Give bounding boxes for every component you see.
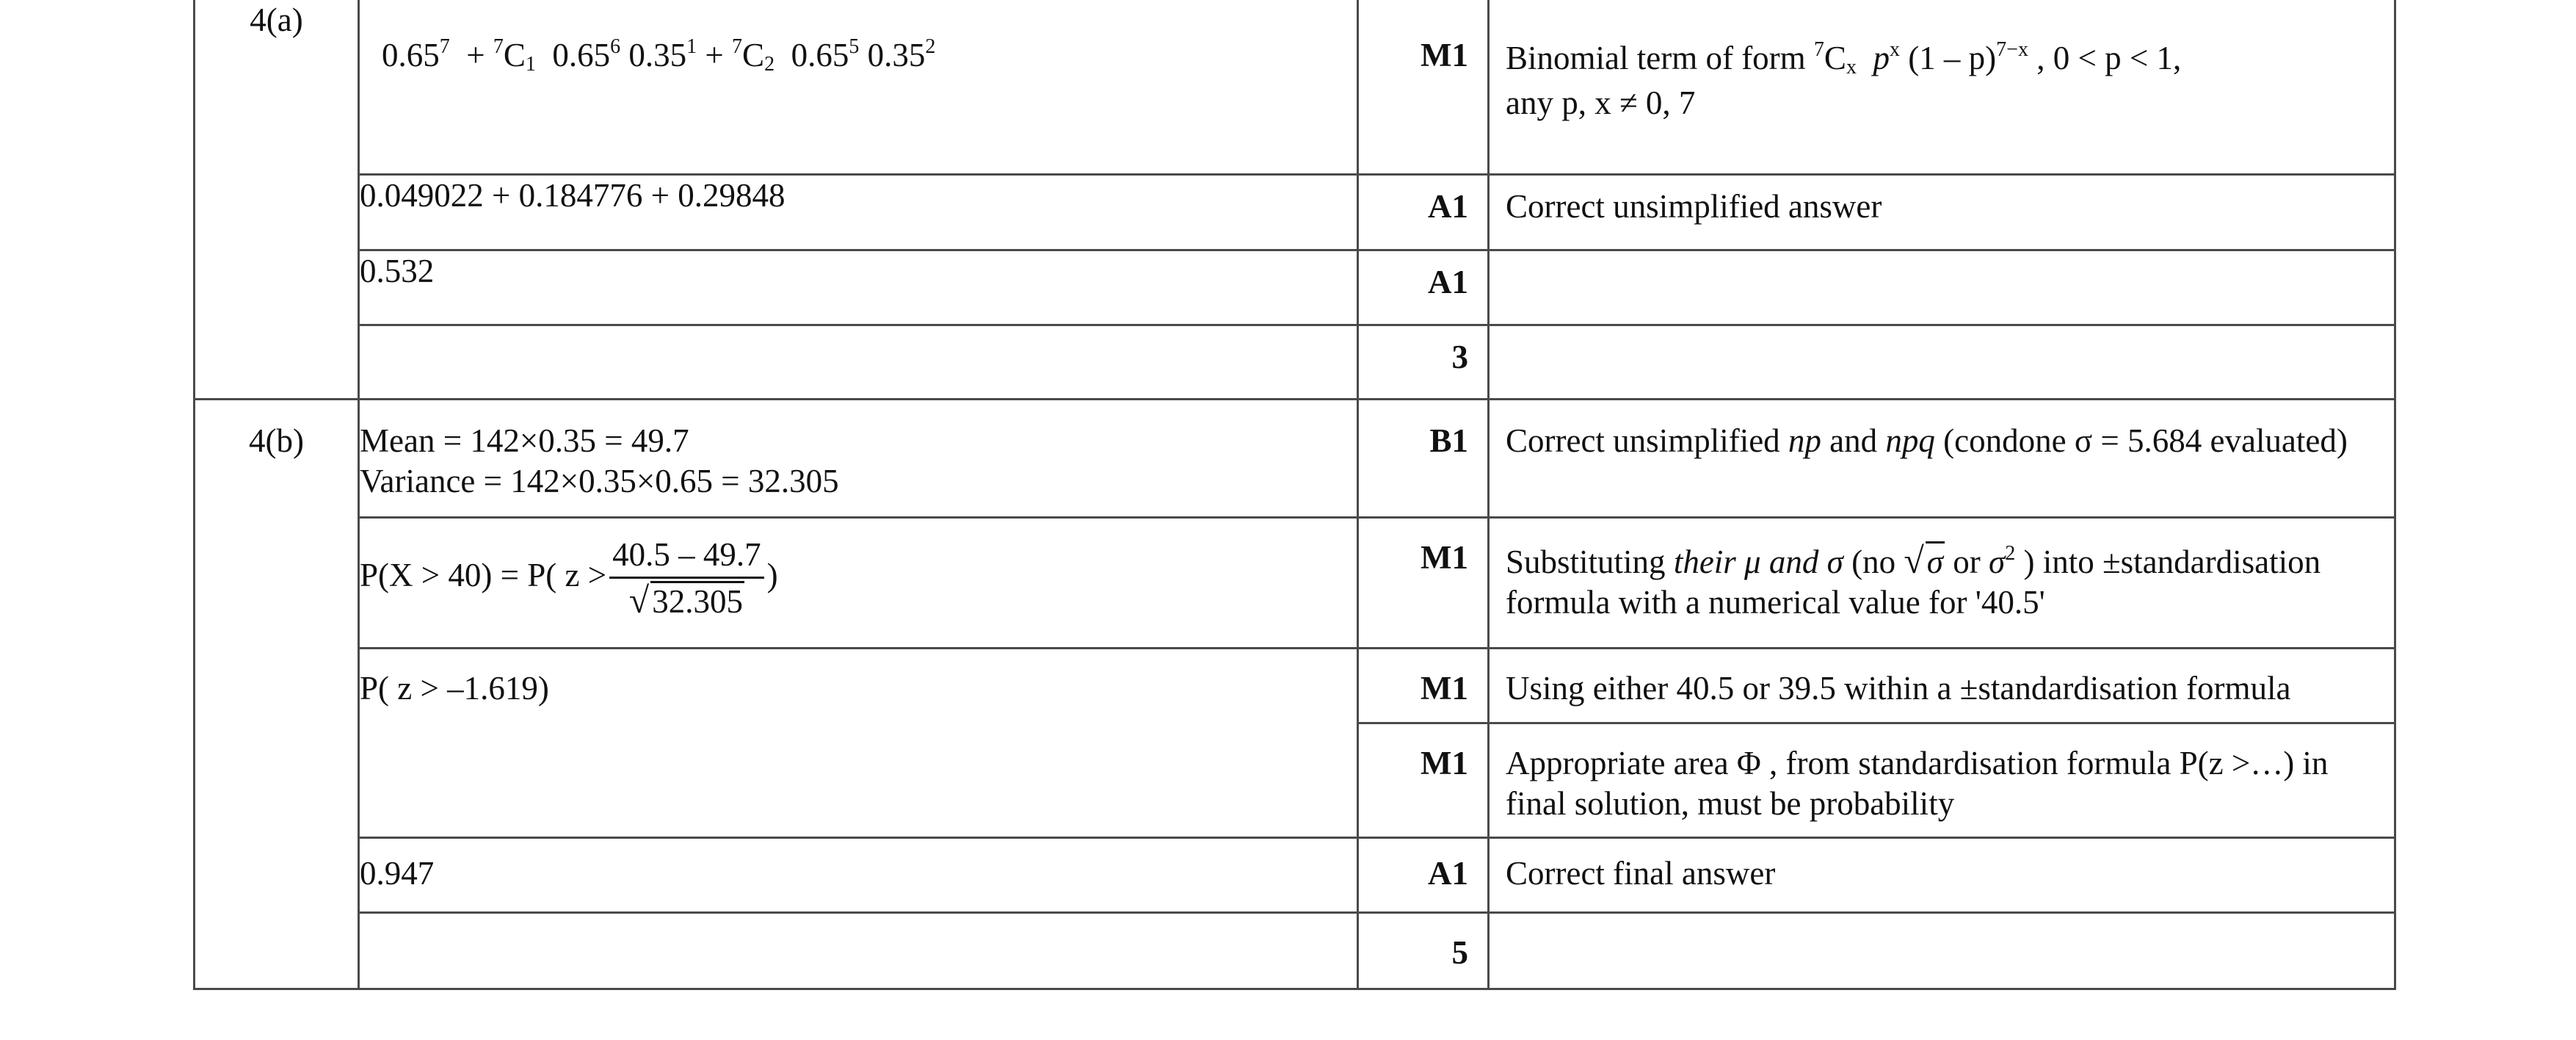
exponent: 2 xyxy=(2005,541,2016,565)
exponent: 7−x xyxy=(1996,38,2028,61)
table-row xyxy=(195,325,2395,399)
answer-cell xyxy=(359,325,1358,399)
combination-symbol: C xyxy=(1824,40,1846,76)
exponent: 1 xyxy=(686,35,697,58)
mark-cell: B1 xyxy=(1358,399,1489,517)
square-root-symbol: √ xyxy=(628,579,650,621)
answer-cell xyxy=(359,0,1358,174)
guidance-cell xyxy=(1489,912,2395,989)
plus-sign: + xyxy=(466,37,485,73)
answer-text: 0.35 xyxy=(867,37,926,73)
guidance-line: formula with a numerical value for '40.5' xyxy=(1506,583,2045,621)
mark-cell: A1 xyxy=(1358,250,1489,325)
subscript: 1 xyxy=(525,53,536,76)
answer-text: 0.35 xyxy=(628,37,687,73)
answer-cell: 0.049022 + 0.184776 + 0.29848 xyxy=(359,174,1358,250)
subscript: 2 xyxy=(764,53,775,76)
answer-cell: 0.532 xyxy=(359,250,1358,325)
table-row xyxy=(195,837,2395,912)
guidance-line xyxy=(1506,38,2394,79)
exponent: 5 xyxy=(849,35,860,58)
question-label-4a: 4(a) xyxy=(195,0,359,399)
guidance-cell xyxy=(1489,517,2395,648)
answer-text: 0.65 xyxy=(382,37,440,73)
mark-scheme-table xyxy=(193,0,2396,990)
guidance-text: , 0 < p < 1, xyxy=(2036,40,2182,76)
guidance-line xyxy=(1506,541,2394,582)
guidance-text: and xyxy=(1829,422,1878,459)
guidance-line: final solution, must be probability xyxy=(1506,784,1955,822)
mark-cell: M1 xyxy=(1358,723,1489,837)
table-row xyxy=(195,912,2395,989)
guidance-text: (1 – p) xyxy=(1908,40,1997,76)
sigma-symbol: σ xyxy=(1989,543,2006,580)
answer-cell xyxy=(359,517,1358,648)
exponent: 7 xyxy=(439,35,450,58)
guidance-cell: Correct unsimplified answer xyxy=(1489,174,2395,250)
radicand: 32.305 xyxy=(650,581,744,620)
answer-cell: P( z > –1.619) xyxy=(359,648,1358,837)
sigma-symbol: σ xyxy=(1926,541,1945,580)
guidance-text: Binomial term of form xyxy=(1506,40,1806,76)
subscript: x xyxy=(1846,56,1857,79)
guidance-line: Appropriate area Φ , from standardisation formula P(z >…) in xyxy=(1506,744,2329,781)
their-mu-sigma: their μ and σ xyxy=(1673,543,1843,580)
square-root-symbol: √ xyxy=(1904,539,1924,581)
guidance-text: Substituting xyxy=(1506,543,1666,580)
variable-npq: npq xyxy=(1885,422,1935,459)
question-label-4b: 4(b) xyxy=(195,399,359,989)
guidance-text: or xyxy=(1953,543,1981,580)
superscript: 7 xyxy=(1813,38,1824,61)
guidance-cell xyxy=(1489,325,2395,399)
guidance-text: (no xyxy=(1851,543,1896,580)
mark-cell: A1 xyxy=(1358,174,1489,250)
mark-total: 3 xyxy=(1358,325,1489,399)
mark-cell: M1 xyxy=(1358,648,1489,723)
guidance-cell: Correct final answer xyxy=(1489,837,2395,912)
combination-symbol: C xyxy=(742,37,765,73)
exponent: 2 xyxy=(925,35,936,58)
combination-symbol: C xyxy=(503,37,526,73)
exponent: x xyxy=(1889,38,1900,61)
fraction-denominator xyxy=(609,579,764,622)
guidance-line: any p, x ≠ 0, 7 xyxy=(1506,84,1696,121)
guidance-text: ) into ±standardisation xyxy=(2023,543,2321,580)
table-row xyxy=(195,250,2395,325)
answer-text: 0.65 xyxy=(552,37,611,73)
mean-line: Mean = 142×0.35 = 49.7 xyxy=(360,422,689,459)
standardisation-fraction xyxy=(609,535,764,622)
answer-cell xyxy=(359,399,1358,517)
mark-cell: M1 xyxy=(1358,0,1489,174)
guidance-cell: Using either 40.5 or 39.5 within a ±standardisation formula xyxy=(1489,648,2395,723)
closing-bracket: ) xyxy=(766,556,778,593)
probability-expression: P(X > 40) = P( z > xyxy=(360,556,607,593)
guidance-cell xyxy=(1489,0,2395,174)
guidance-text: (condone σ = 5.684 evaluated) xyxy=(1943,422,2348,459)
plus-sign: + xyxy=(705,37,724,73)
table-row xyxy=(195,0,2395,174)
variable-np: np xyxy=(1788,422,1821,459)
mark-cell: A1 xyxy=(1358,837,1489,912)
fraction-numerator: 40.5 – 49.7 xyxy=(609,535,764,579)
table-row xyxy=(195,648,2395,723)
table-row xyxy=(195,174,2395,250)
variance-line: Variance = 142×0.35×0.65 = 32.305 xyxy=(360,462,839,499)
guidance-cell xyxy=(1489,399,2395,517)
guidance-cell xyxy=(1489,250,2395,325)
guidance-cell xyxy=(1489,723,2395,837)
variable-p: p xyxy=(1873,40,1890,76)
answer-text: 0.65 xyxy=(791,37,849,73)
exponent: 6 xyxy=(610,35,621,58)
answer-cell xyxy=(359,912,1358,989)
answer-cell: 0.947 xyxy=(359,837,1358,912)
table-row xyxy=(195,399,2395,517)
superscript: 7 xyxy=(493,35,504,58)
table-row xyxy=(195,517,2395,648)
guidance-text: Correct unsimplified xyxy=(1506,422,1780,459)
mark-total: 5 xyxy=(1358,912,1489,989)
mark-cell: M1 xyxy=(1358,517,1489,648)
superscript: 7 xyxy=(732,35,743,58)
